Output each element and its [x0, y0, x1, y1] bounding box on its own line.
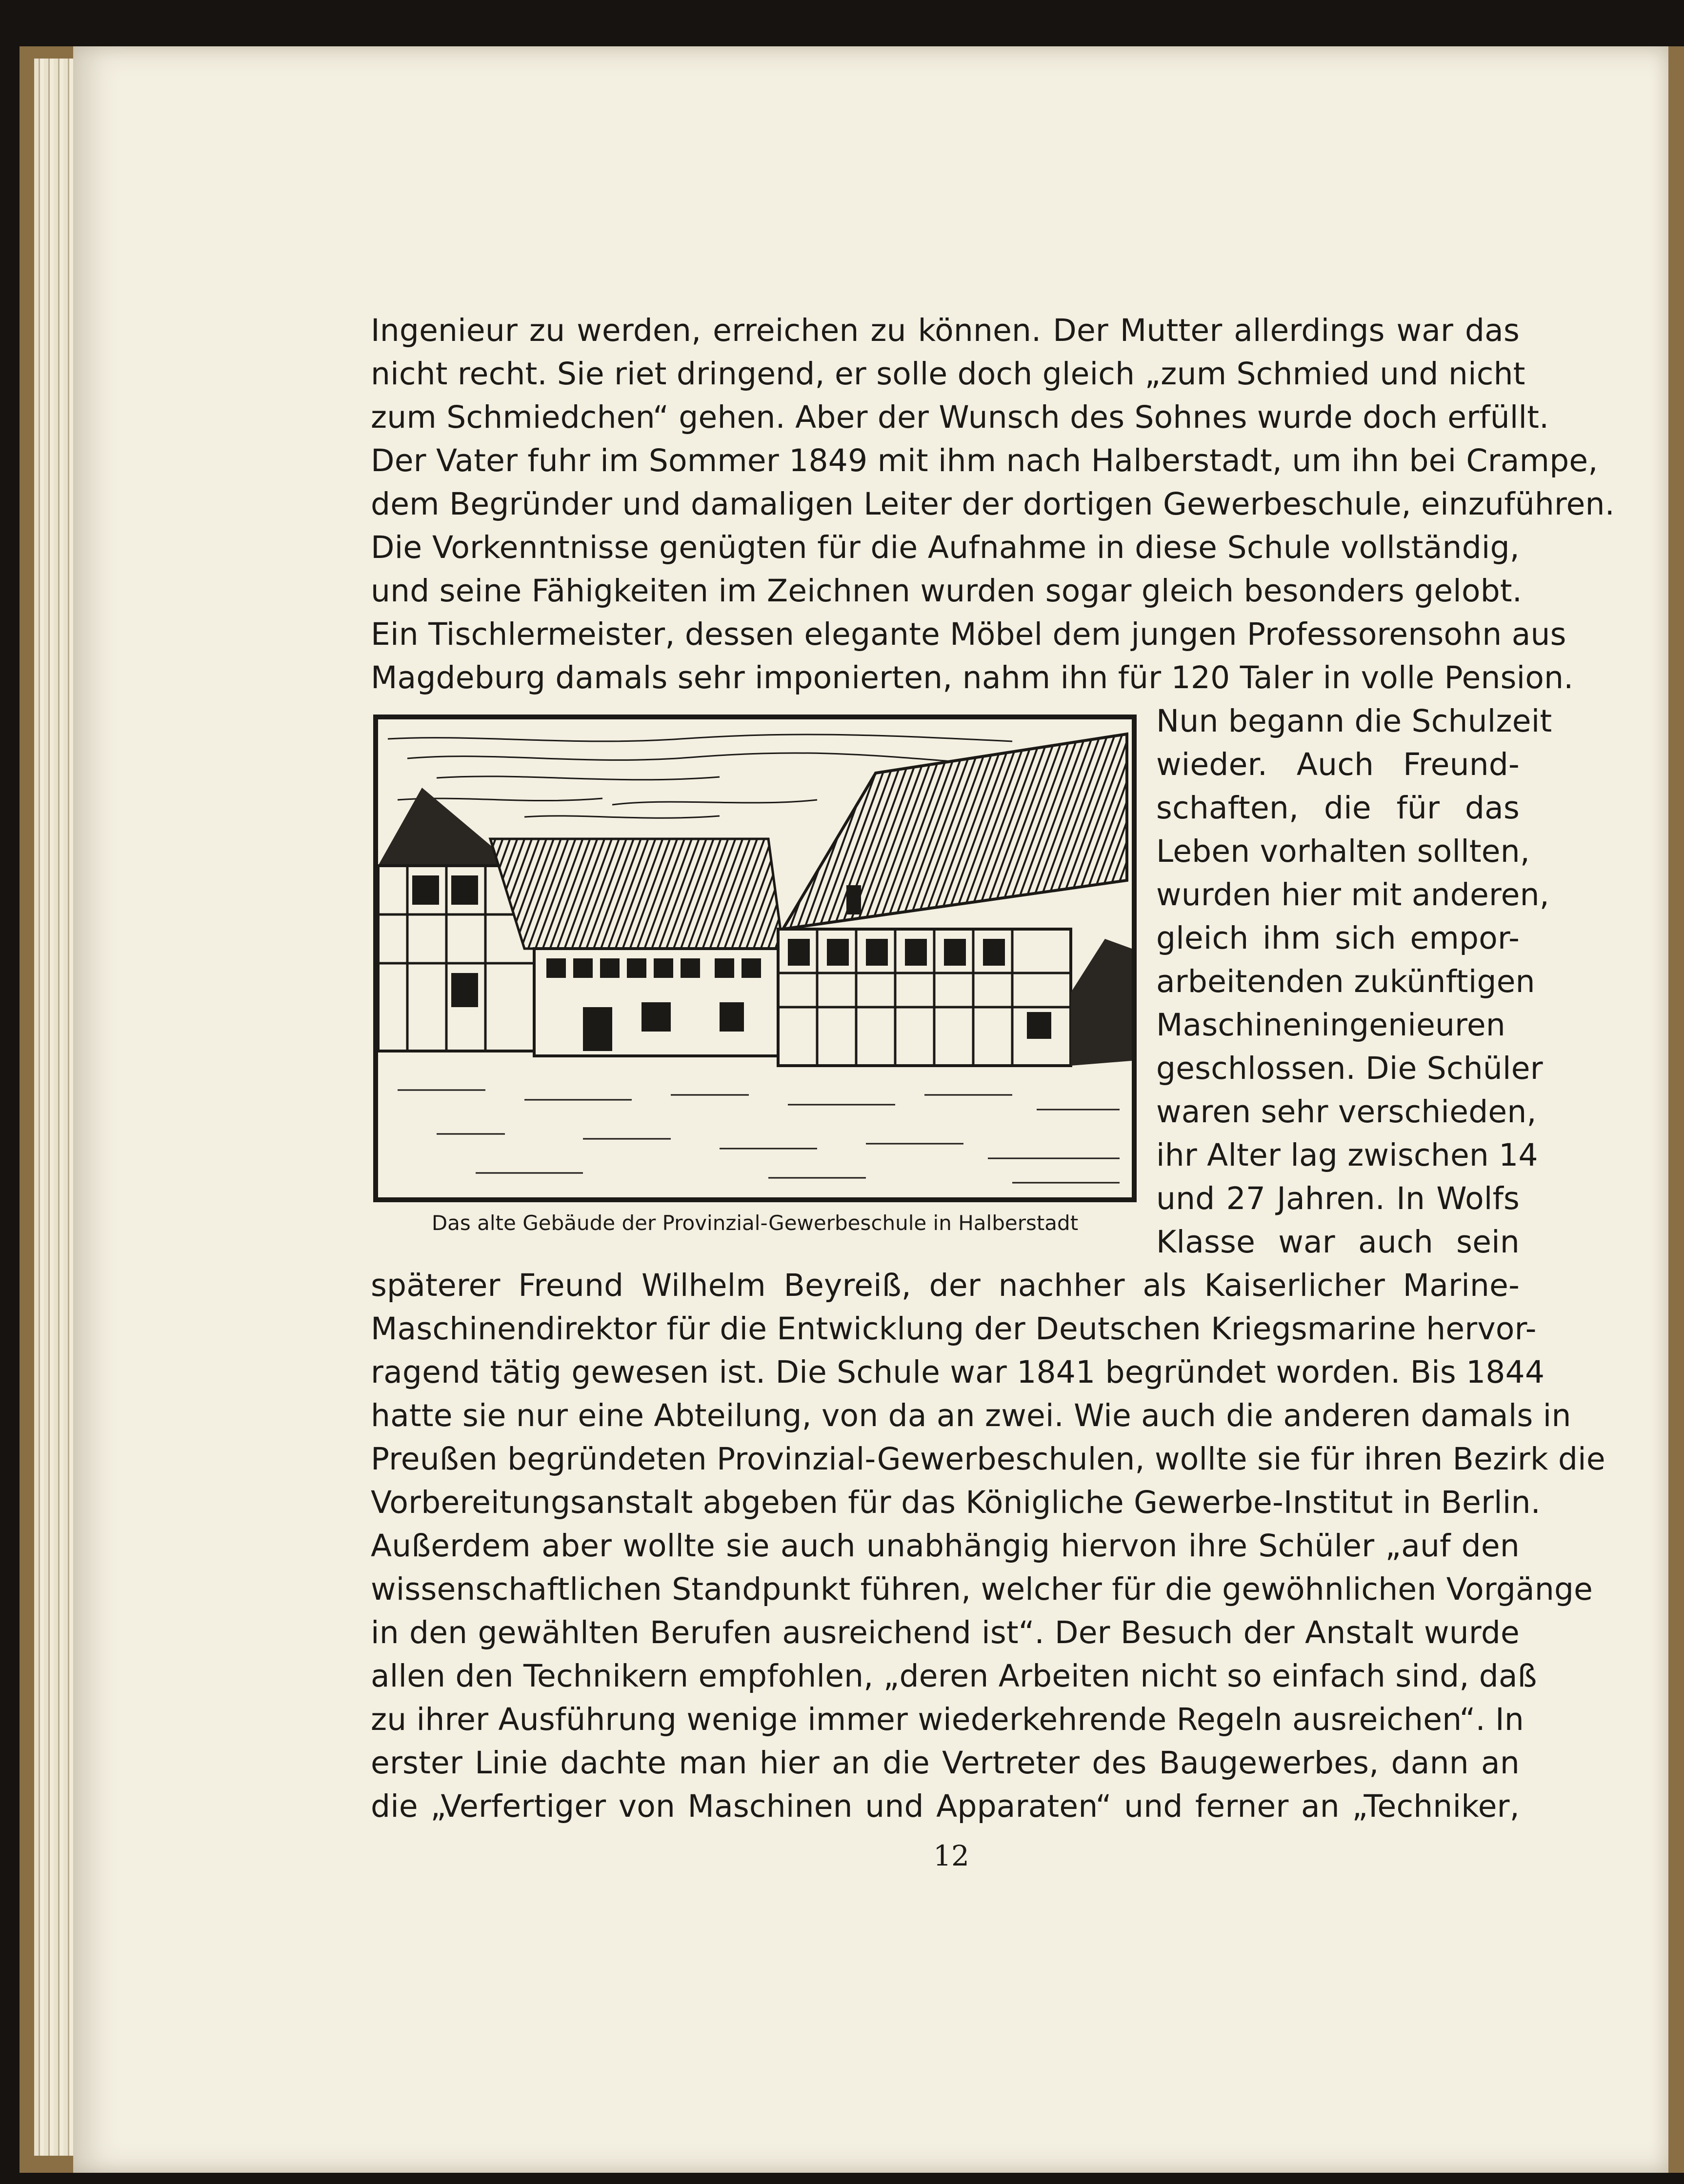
text-line: erster Linie dachte man hier an die Vertreter des Baugewerbes, dann an	[371, 1745, 1520, 1781]
text-line: arbeitenden zukünftigen	[1156, 964, 1535, 999]
text-line: Der Vater fuhr im Sommer 1849 mit ihm nach Halberstadt, um ihn bei Crampe,	[371, 443, 1598, 478]
text-line: Maschinendirektor für die Entwicklung der Deutschen Kriegsmarine hervor-	[371, 1311, 1537, 1347]
text-line: Magdeburg damals sehr imponierten, nahm ihn für 120 Taler in volle Pension.	[371, 660, 1574, 695]
text-line: waren sehr verschieden,	[1156, 1094, 1537, 1130]
text-line: schaften, die für das	[1156, 790, 1520, 826]
text-line: Außerdem aber wollte sie auch unabhängig hiervon ihre Schüler „auf den	[371, 1528, 1520, 1564]
page-number: 12	[933, 1839, 969, 1872]
text-line: Ein Tischlermeister, dessen elegante Möbel dem jungen Professorensohn aus	[371, 616, 1566, 652]
text-line: hatte sie nur eine Abteilung, von da an zwei. Wie auch die anderen damals in	[371, 1398, 1571, 1433]
figure-caption: Das alte Gebäude der Provinzial-Gewerbeschule in Halberstadt	[431, 1211, 1079, 1235]
text-line: Nun begann die Schulzeit	[1156, 703, 1552, 739]
text-line: wurden hier mit anderen,	[1156, 877, 1549, 913]
school-building-drawing	[378, 719, 1132, 1197]
text-line: und seine Fähigkeiten im Zeichnen wurden sogar gleich besonders gelobt.	[371, 573, 1523, 609]
text-line: dem Begründer und damaligen Leiter der dortigen Gewerbeschule, einzuführen.	[371, 486, 1615, 522]
text-line: Ingenieur zu werden, erreichen zu können. Der Mutter allerdings war das	[371, 313, 1520, 348]
text-line: gleich ihm sich empor-	[1156, 920, 1520, 956]
text-line: Preußen begründeten Provinzial-Gewerbeschulen, wollte sie für ihren Bezirk die	[371, 1441, 1605, 1477]
text-line: ihr Alter lag zwischen 14	[1156, 1137, 1538, 1173]
text-line: wissenschaftlichen Standpunkt führen, welcher für die gewöhnlichen Vorgänge	[371, 1571, 1593, 1607]
text-line: Leben vorhalten sollten,	[1156, 834, 1530, 869]
text-line: ragend tätig gewesen ist. Die Schule war 1841 begründet worden. Bis 1844	[371, 1354, 1545, 1390]
woodcut-illustration	[373, 715, 1137, 1202]
text-line: wieder. Auch Freund-	[1156, 747, 1520, 782]
text-line: Maschineningenieuren	[1156, 1007, 1505, 1043]
text-line: geschlossen. Die Schüler	[1156, 1051, 1543, 1086]
text-line: die „Verfertiger von Maschinen und Apparaten“ und ferner an „Techniker,	[371, 1788, 1520, 1824]
text-line: zu ihrer Ausführung wenige immer wiederkehrende Regeln ausreichen“. In	[371, 1702, 1524, 1737]
text-line: in den gewählten Berufen ausreichend ist“. Der Besuch der Anstalt wurde	[371, 1615, 1520, 1650]
text-line: allen den Technikern empfohlen, „deren Arbeiten nicht so einfach sind, daß	[371, 1658, 1537, 1694]
text-line: zum Schmiedchen“ gehen. Aber der Wunsch des Sohnes wurde doch erfüllt.	[371, 399, 1549, 435]
text-line: Klasse war auch sein	[1156, 1224, 1520, 1260]
text-line: Die Vorkenntnisse genügten für die Aufnahme in diese Schule vollständig,	[371, 530, 1520, 565]
text-line: nicht recht. Sie riet dringend, er solle doch gleich „zum Schmied und nicht	[371, 356, 1525, 392]
text-line: Vorbereitungsanstalt abgeben für das Königliche Gewerbe-Institut in Berlin.	[371, 1485, 1541, 1520]
text-line: und 27 Jahren. In Wolfs	[1156, 1181, 1520, 1216]
text-line: späterer Freund Wilhelm Beyreiß, der nachher als Kaiserlicher Marine-	[371, 1268, 1520, 1303]
